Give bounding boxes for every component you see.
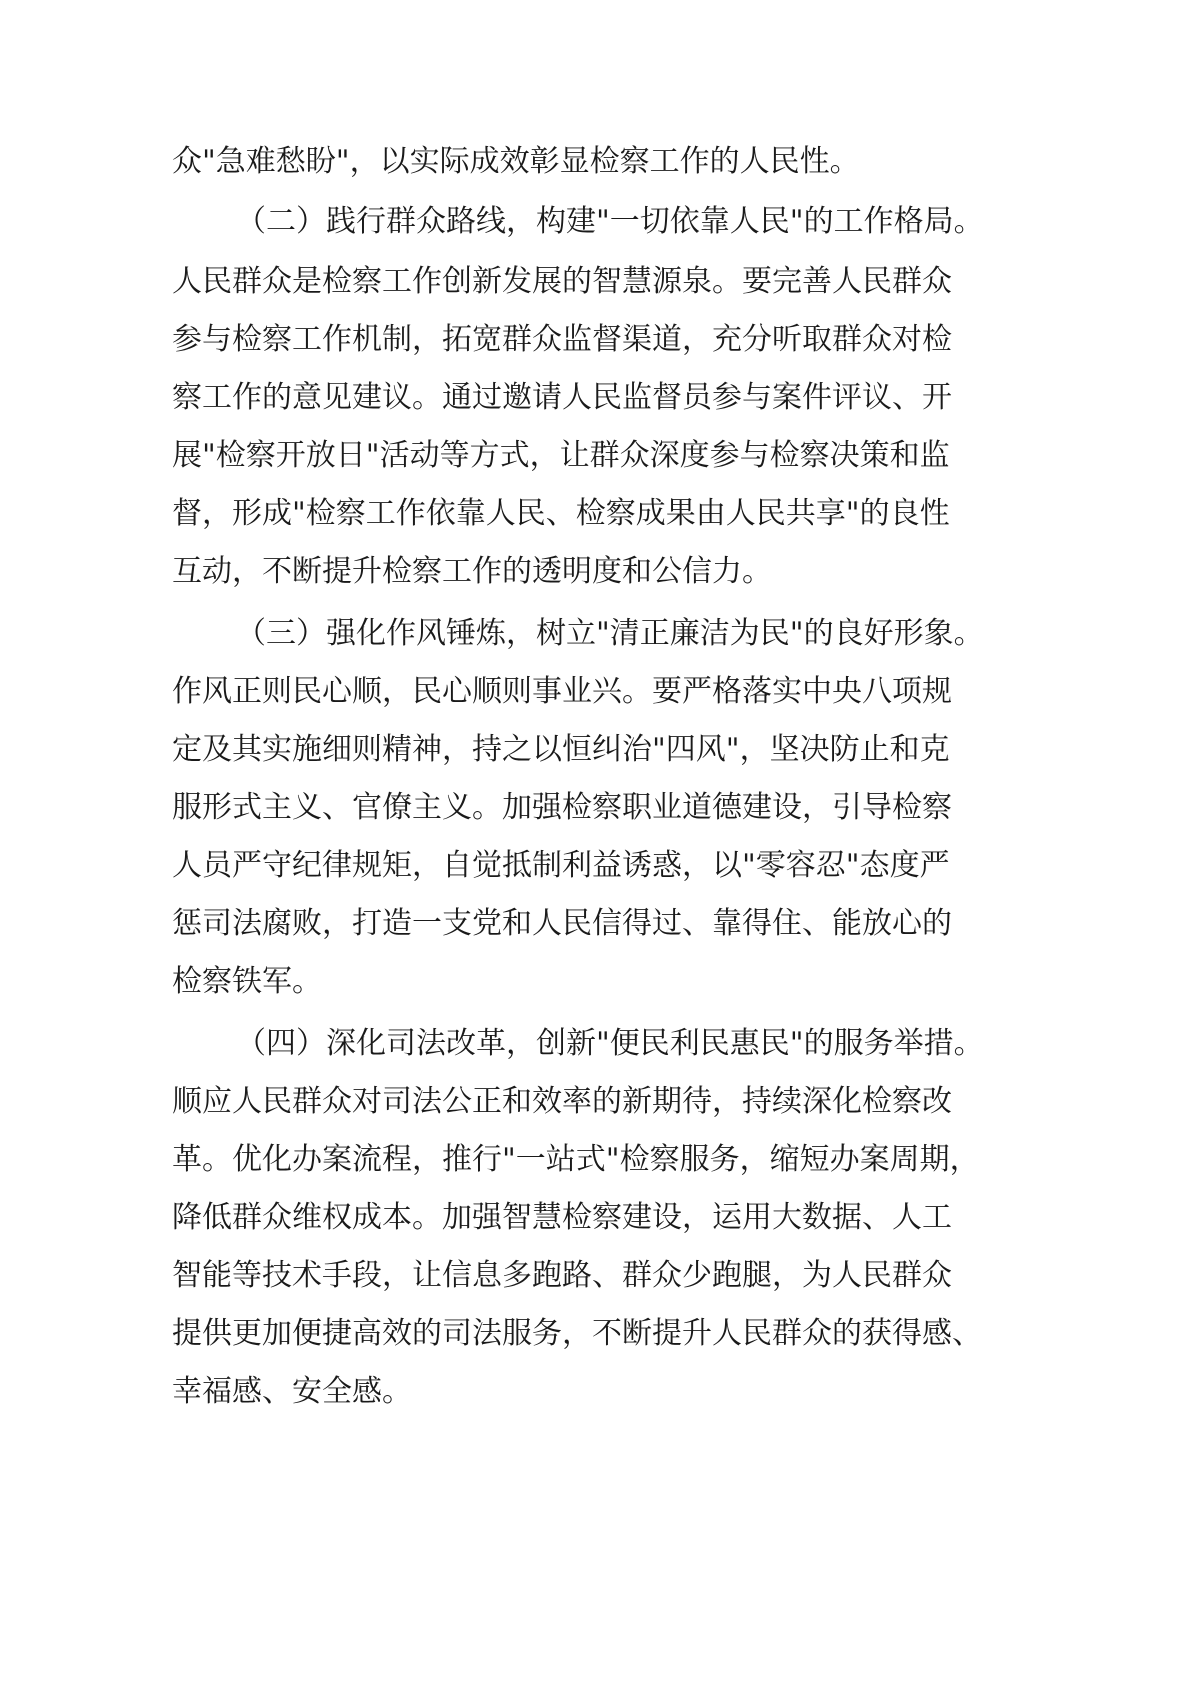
text-line: 定及其实施细则精神，持之以恒纠治"四风"，坚决防止和克: [172, 732, 950, 767]
text-line: 人员严守纪律规矩，自觉抵制利益诱惑，以"零容忍"态度严: [172, 848, 950, 883]
text-line: 惩司法腐败，打造一支党和人民信得过、靠得住、能放心的: [172, 906, 952, 941]
text-line: 顺应人民群众对司法公正和效率的新期待，持续深化检察改: [172, 1084, 952, 1119]
section-heading: （三）强化作风锤炼，树立"清正廉洁为民"的良好形象。: [236, 616, 984, 651]
text-line: 互动，不断提升检察工作的透明度和公信力。: [172, 554, 772, 589]
text-line: 检察铁军。: [172, 964, 322, 999]
text-line: 降低群众维权成本。加强智慧检察建设，运用大数据、人工: [172, 1200, 952, 1235]
text-line: 提供更加便捷高效的司法服务，不断提升人民群众的获得感、: [172, 1316, 982, 1351]
text-line: 作风正则民心顺，民心顺则事业兴。要严格落实中央八项规: [172, 674, 952, 709]
text-line: 服形式主义、官僚主义。加强检察职业道德建设，引导检察: [172, 790, 952, 825]
text-line: 参与检察工作机制，拓宽群众监督渠道，充分听取群众对检: [172, 322, 952, 357]
section-heading: （四）深化司法改革，创新"便民利民惠民"的服务举措。: [236, 1026, 984, 1061]
text-line: 智能等技术手段，让信息多跑路、群众少跑腿，为人民群众: [172, 1258, 952, 1293]
text-line: 众"急难愁盼"，以实际成效彰显检察工作的人民性。: [172, 144, 860, 179]
text-line: 察工作的意见建议。通过邀请人民监督员参与案件评议、开: [172, 380, 952, 415]
text-line: 展"检察开放日"活动等方式，让群众深度参与检察决策和监: [172, 438, 950, 473]
section-heading: （二）践行群众路线，构建"一切依靠人民"的工作格局。: [236, 204, 984, 239]
text-line: 人民群众是检察工作创新发展的智慧源泉。要完善人民群众: [172, 264, 952, 299]
text-line: 革。优化办案流程，推行"一站式"检察服务，缩短办案周期，: [172, 1142, 980, 1177]
text-line: 幸福感、安全感。: [172, 1374, 412, 1409]
text-line: 督，形成"检察工作依靠人民、检察成果由人民共享"的良性: [172, 496, 950, 531]
